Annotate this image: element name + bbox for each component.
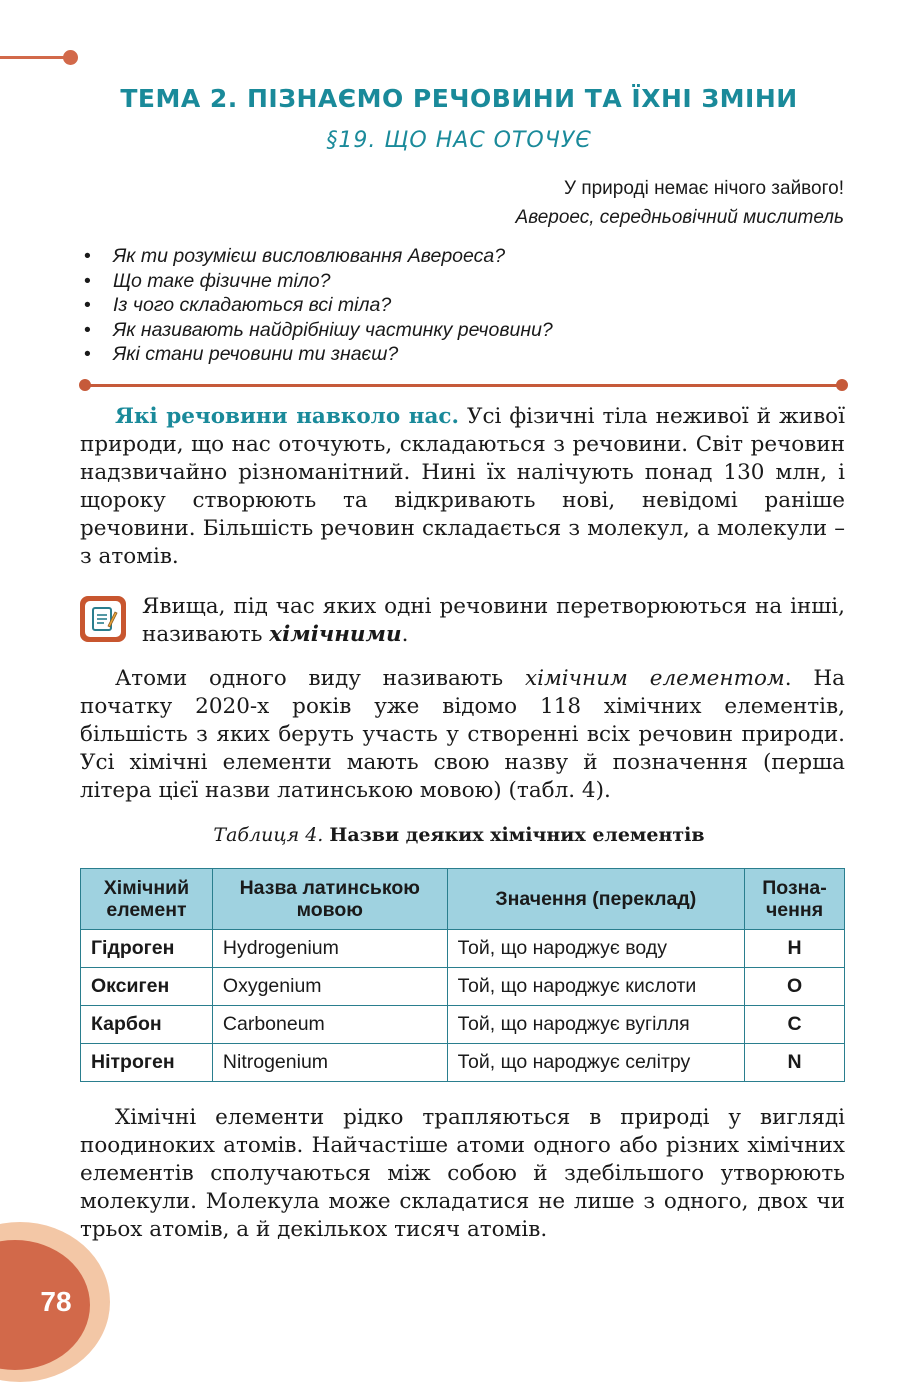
divider-dot-right <box>836 379 848 391</box>
paragraph-text: . На початку 2020-х років уже відомо 118 хімічних елементів, більшість з яких беруть участь у створенні всіх речовин природи. Усі хімічні елементи мають свою назву й позначення (перша літера цієї назви латинською мовою) (табл. 4). <box>80 666 845 803</box>
epigraph <box>516 174 844 232</box>
question-item: • Що таке фізичне тіло? <box>80 269 553 294</box>
question-item: • Як ти розумієш висловлювання Авероеса? <box>80 244 553 269</box>
paragraph-lead: Які речовини навколо нас. <box>115 404 460 429</box>
top-rule-dot <box>63 50 78 65</box>
cell-meaning: Той, що народжує воду <box>447 930 744 968</box>
question-item: • Як називають найдрібнішу частинку речовини? <box>80 318 553 343</box>
section-divider <box>84 384 841 387</box>
cell-meaning: Той, що народжує вугілля <box>447 1006 744 1044</box>
cell-latin-name: Hydrogenium <box>212 930 447 968</box>
elements-table <box>80 868 845 1082</box>
table-row <box>81 968 845 1006</box>
paragraph-molecules: Хімічні елементи рідко трапляються в природі у вигляді поодиноких атомів. Найчастіше атоми одного або різних хімічних елементів сполучаються між собою й здебільшого утворюють молекули. Молекула може складатися не лише з одного, двох чи трьох атомів, а й декількох тисяч атомів. <box>80 1105 845 1242</box>
cell-symbol: H <box>745 930 845 968</box>
header-symbol: Позна-чення <box>745 869 845 930</box>
cell-symbol: O <box>745 968 845 1006</box>
top-rule <box>0 56 70 59</box>
notebook-icon <box>80 596 126 642</box>
note-end: . <box>401 622 409 647</box>
note-text: Явища, під час яких одні речовини перетворюються на інші, називають <box>142 594 845 647</box>
topic-title: ТЕМА 2. ПІЗНАЄМО РЕЧОВИНИ ТА ЇХНІ ЗМІНИ <box>120 84 798 113</box>
question-list <box>80 244 553 367</box>
epigraph-author: Авероес, середньовічний мислитель <box>515 207 844 228</box>
note-chemical-phenomena <box>142 593 845 649</box>
table-caption <box>0 824 918 846</box>
cell-symbol: C <box>745 1006 845 1044</box>
paragraph-elements <box>80 665 845 805</box>
cell-element: Карбон <box>81 1006 213 1044</box>
cell-symbol: N <box>745 1044 845 1082</box>
divider-dot-left <box>79 379 91 391</box>
header-element: Хімічний елемент <box>81 869 213 930</box>
header-meaning: Значення (переклад) <box>447 869 744 930</box>
cell-latin-name: Oxygenium <box>212 968 447 1006</box>
table-caption-label: Таблиця 4. <box>213 824 324 846</box>
page-number: 78 <box>40 1286 72 1317</box>
header-latin-name: Назва латинською мовою <box>212 869 447 930</box>
question-item: • Із чого складаються всі тіла? <box>80 293 553 318</box>
cell-latin-name: Nitrogenium <box>212 1044 447 1082</box>
table-row <box>81 930 845 968</box>
paragraph-text: Атоми одного виду називають <box>115 666 525 691</box>
cell-element: Нітроген <box>81 1044 213 1082</box>
cell-element: Оксиген <box>81 968 213 1006</box>
cell-element: Гідроген <box>81 930 213 968</box>
question-item: • Які стани речовини ти знаєш? <box>80 342 553 367</box>
cell-latin-name: Carboneum <box>212 1006 447 1044</box>
paragraph-term: хімічним елементом <box>524 666 785 691</box>
cell-meaning: Той, що народжує кислоти <box>447 968 744 1006</box>
epigraph-quote: У природі немає нічого зайвого! <box>563 178 844 199</box>
section-title: §19. ЩО НАС ОТОЧУЄ <box>326 128 592 153</box>
table-header-row <box>81 869 845 930</box>
paragraph-text: Усі фізичні тіла неживої й живої природи, що нас оточують, складаються з речовини. Світ речовин надзвичайно різноманітний. Нині їх налічують понад 130 млн, і щороку створюють та відкривають нові, невідомі раніше речовини. Більшість речовин складається з молекул, а молекули – з атомів. <box>80 404 845 569</box>
note-term: хімічними <box>269 622 402 647</box>
table-caption-title: Назви деяких хімічних елементів <box>329 824 705 846</box>
table-row <box>81 1044 845 1082</box>
paragraph-substances <box>80 403 845 571</box>
table-row <box>81 1006 845 1044</box>
cell-meaning: Той, що народжує селітру <box>447 1044 744 1082</box>
